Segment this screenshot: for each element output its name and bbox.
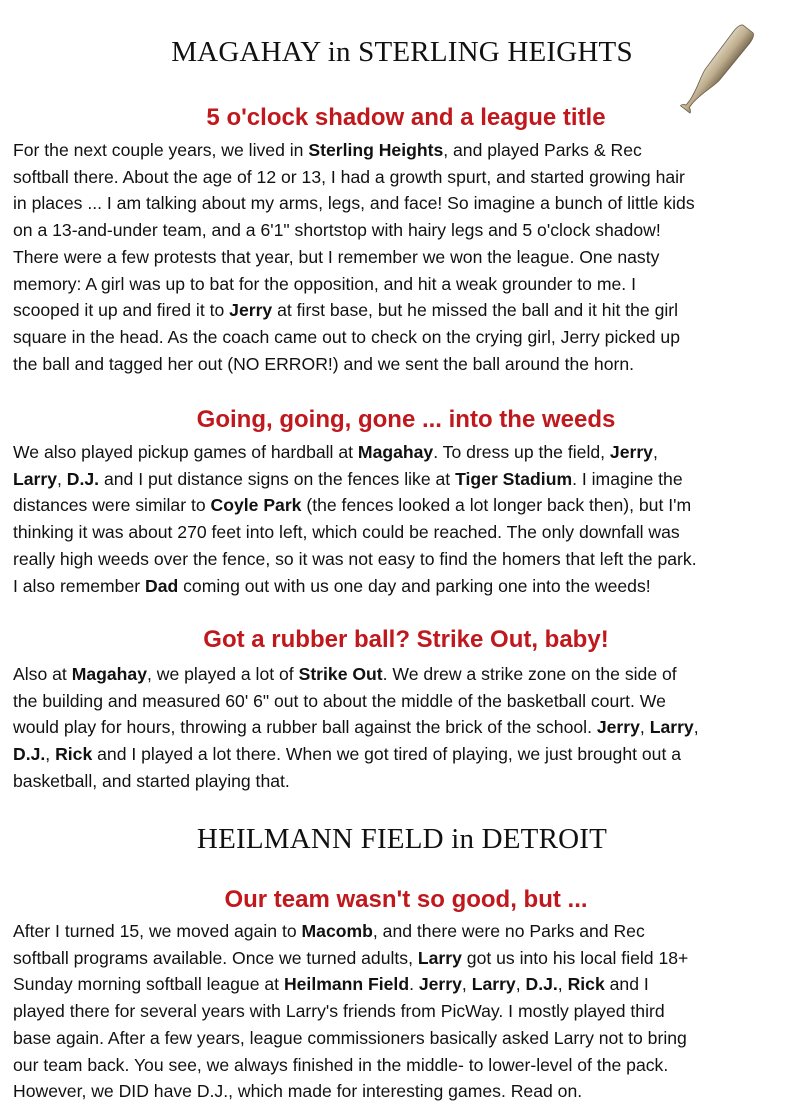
text-run: , <box>515 974 526 995</box>
bold-name: Macomb <box>301 921 373 941</box>
bold-name: Sterling Heights <box>308 140 444 160</box>
text-run: , <box>557 974 568 995</box>
text-run: , and played Parks & Rec <box>443 140 642 160</box>
text-line <box>13 573 798 600</box>
text-line <box>13 945 798 972</box>
text-run: , we played a lot of <box>146 664 299 684</box>
bold-name: Rick <box>55 744 93 765</box>
text-line <box>13 1052 798 1079</box>
text-run: thinking it was about 270 feet into left, which could be reached. The only downfall was <box>13 522 680 543</box>
text-run: our team back. You see, we always finished in the middle- to lower-level of the pack. <box>13 1054 669 1075</box>
text-run: memory: A girl was up to bat for the opposition, and hit a weak grounder to me. I <box>13 273 636 294</box>
bold-name: Jerry <box>609 442 653 462</box>
bold-name: Larry <box>13 468 58 489</box>
text-run: We also played pickup games of hardball at <box>13 442 358 462</box>
story-paragraph <box>13 137 798 377</box>
text-line <box>13 1078 798 1105</box>
text-run: . <box>409 974 419 995</box>
bold-name: Tiger Stadium <box>455 468 573 489</box>
bold-name: Jerry <box>418 974 462 995</box>
text-run: basketball, and started playing that. <box>13 770 290 791</box>
bold-name: Jerry <box>596 717 640 738</box>
text-line <box>13 492 798 519</box>
text-run: . We drew a strike zone on the side of <box>382 664 677 684</box>
text-line <box>13 297 798 324</box>
story-paragraph <box>13 439 798 599</box>
bold-name: D.J. <box>13 744 46 765</box>
text-run: scooped it up and fired it to <box>13 300 230 321</box>
bold-name: Strike Out <box>298 664 383 684</box>
text-line <box>13 918 798 945</box>
story-heading: Going, going, gone ... into the weeds <box>196 406 616 433</box>
text-line <box>13 244 798 271</box>
text-run: distances were similar to <box>13 495 211 516</box>
text-line <box>13 324 798 351</box>
text-run: , <box>45 744 56 765</box>
text-run: the building and measured 60' 6" out to about the middle of the basketball court. We <box>13 690 666 711</box>
story-paragraph <box>13 918 798 1105</box>
text-run: square in the head. As the coach came out to check on the crying girl, Jerry picked up <box>13 326 680 347</box>
story-heading: Got a rubber ball? Strike Out, baby! <box>203 626 609 653</box>
text-run: and I <box>604 974 649 995</box>
text-run: got us into his local field 18+ <box>461 947 689 968</box>
text-run: really high weeds over the fence, so it was not easy to find the homers that left the park. <box>13 548 697 569</box>
bold-name: D.J. <box>66 468 100 489</box>
text-run: I also remember <box>13 575 145 596</box>
text-run: , <box>652 442 658 462</box>
text-line <box>13 768 798 795</box>
bold-name: Larry <box>417 947 462 968</box>
text-run: , <box>57 468 67 489</box>
bold-name: Jerry <box>229 300 273 321</box>
text-run: However, we DID have D.J., which made for interesting games. Read on. <box>13 1081 583 1102</box>
text-line <box>13 661 798 688</box>
text-run: , and there were no Parks and Rec <box>372 921 645 941</box>
text-line <box>13 217 798 244</box>
text-line <box>13 164 798 191</box>
text-run: . I imagine the <box>572 468 683 489</box>
text-line <box>13 519 798 546</box>
text-line <box>13 971 798 998</box>
text-run: would play for hours, throwing a rubber ball against the brick of the school. <box>13 717 597 738</box>
bold-name: Magahay <box>71 664 147 684</box>
bold-name: D.J. <box>525 974 558 995</box>
text-run: and I played a lot there. When we got tired of playing, we just brought out a <box>92 744 682 765</box>
text-line <box>13 271 798 298</box>
text-run: , <box>639 717 650 738</box>
text-line <box>13 688 798 715</box>
text-run: (the fences looked a lot longer back then), but I'm <box>301 495 692 516</box>
text-line <box>13 351 798 378</box>
text-line <box>13 714 798 741</box>
text-run: coming out with us one day and parking one into the weeds! <box>178 575 651 596</box>
text-run: the ball and tagged her out (NO ERROR!) and we sent the ball around the horn. <box>13 353 635 374</box>
text-run: at first base, but he missed the ball and it hit the girl <box>272 300 679 321</box>
text-line <box>13 466 798 493</box>
text-line <box>13 741 798 768</box>
text-line <box>13 546 798 573</box>
text-run: , <box>693 717 699 738</box>
text-run: on a 13-and-under team, and a 6'1" shortstop with hairy legs and 5 o'clock shadow! <box>13 220 661 241</box>
text-line <box>13 137 798 164</box>
text-line <box>13 998 798 1025</box>
bold-name: Magahay <box>357 442 434 462</box>
story-heading: 5 o'clock shadow and a league title <box>206 104 606 131</box>
text-line <box>13 439 798 466</box>
bold-name: Dad <box>145 575 179 596</box>
section-title: HEILMANN FIELD in DETROIT <box>196 823 608 855</box>
text-line <box>13 190 798 217</box>
text-run: Sunday morning softball league at <box>13 974 284 995</box>
text-run: After I turned 15, we moved again to <box>13 921 302 941</box>
text-run: and I put distance signs on the fences like at <box>99 468 456 489</box>
bold-name: Heilmann Field <box>283 974 410 995</box>
section-title: MAGAHAY in STERLING HEIGHTS <box>171 36 633 68</box>
text-run: in places ... I am talking about my arms, legs, and face! So imagine a bunch of little kids <box>13 193 695 214</box>
text-run: For the next couple years, we lived in <box>13 140 309 160</box>
text-run: played there for several years with Larry's friends from PicWay. I mostly played third <box>13 1001 665 1022</box>
story-paragraph <box>13 661 798 795</box>
story-heading: Our team wasn't so good, but ... <box>224 886 588 913</box>
text-run: , <box>461 974 472 995</box>
bold-name: Larry <box>649 717 694 738</box>
text-run: base again. After a few years, league commissioners basically asked Larry not to bring <box>13 1027 687 1048</box>
text-run: Also at <box>13 664 72 684</box>
text-run: softball there. About the age of 12 or 13, I had a growth spurt, and started growing hair <box>13 166 685 187</box>
bold-name: Rick <box>567 974 605 995</box>
text-run: There were a few protests that year, but I remember we won the league. One nasty <box>13 246 660 267</box>
bold-name: Coyle Park <box>210 495 302 516</box>
bold-name: Larry <box>471 974 516 995</box>
text-run: . To dress up the field, <box>433 442 610 462</box>
text-run: softball programs available. Once we turned adults, <box>13 947 418 968</box>
text-line <box>13 1025 798 1052</box>
